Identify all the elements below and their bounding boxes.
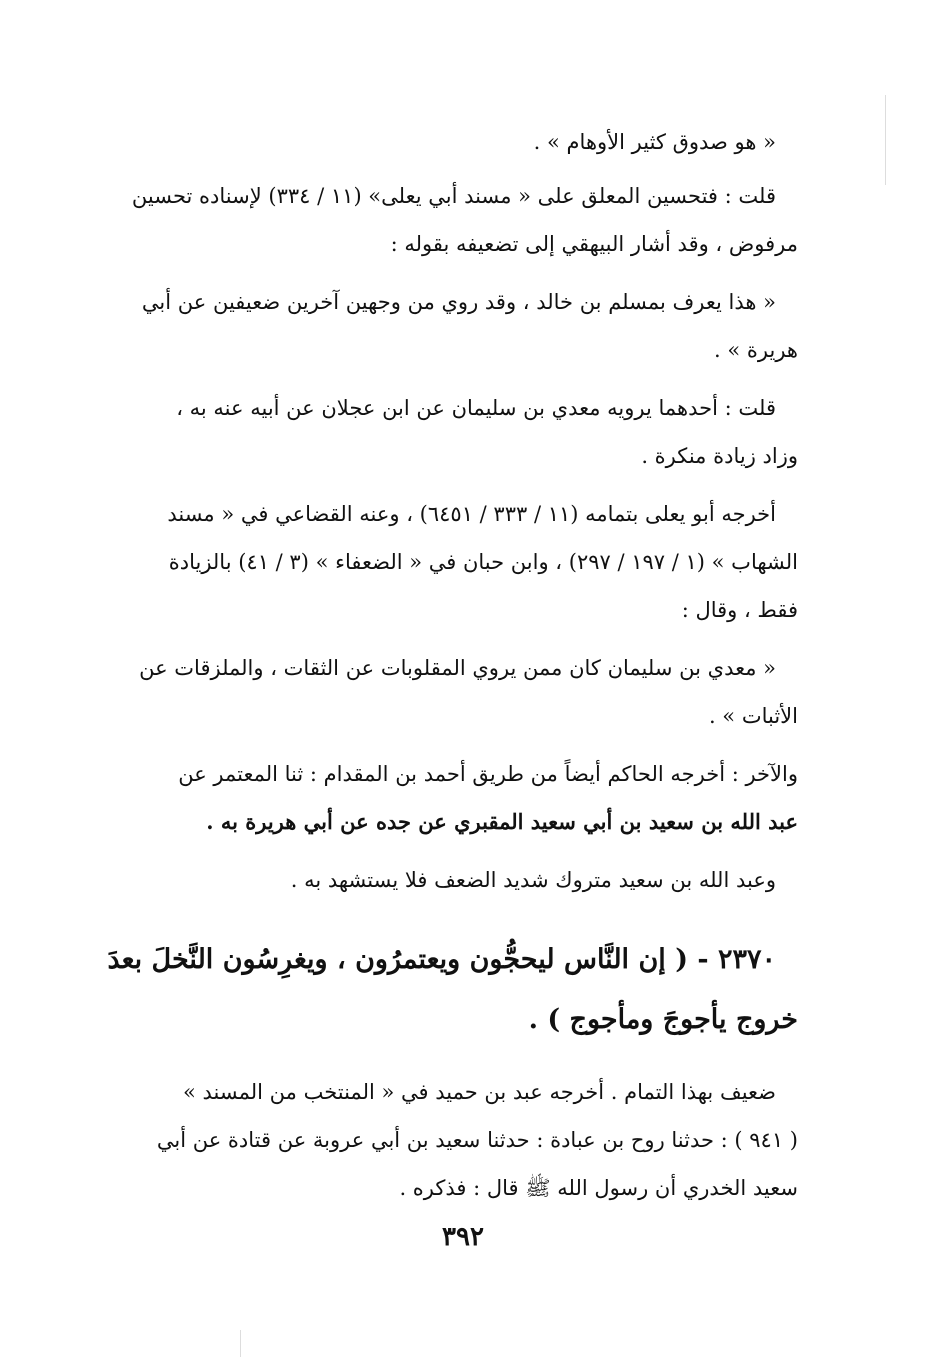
text-line: قلت : فتحسين المعلق على « مسند أبي يعلى» (١١ / ٣٣٤) لإسناده تحسين bbox=[131, 184, 776, 208]
text-line: ضعيف بهذا التمام . أخرجه عبد بن حميد في « المنتخب من المسند » bbox=[183, 1080, 776, 1104]
text-line: هريرة » . bbox=[714, 338, 798, 362]
page-body bbox=[58, 118, 798, 1222]
text-line: فقط ، وقال : bbox=[681, 598, 798, 622]
text-line: والآخر : أخرجه الحاكم أيضاً من طريق أحمد بن المقدام : ثنا المعتمر عن bbox=[178, 762, 798, 786]
scan-edge-mark bbox=[885, 95, 886, 185]
text-line: الشهاب » (١ / ١٩٧ / ٢٩٧) ، وابن حبان في « الضعفاء » (٣ / ٤١) بالزيادة bbox=[168, 550, 798, 574]
text-line: « هو صدوق كثير الأوهام » . bbox=[533, 130, 776, 154]
scan-edge-mark bbox=[240, 1330, 241, 1357]
hadith-line: ٢٣٧٠ - ( إن النَّاس ليحجُّون ويعتمرُون ، ويغرِسُون النَّخلَ بعدَ bbox=[107, 944, 776, 975]
text-line: أخرجه أبو يعلى بتمامه (١١ / ٣٣٣ / ٦٤٥١) ، وعنه القضاعي في « مسند bbox=[167, 502, 776, 526]
quote-paragraph-3 bbox=[58, 644, 798, 740]
text-line: « معدي بن سليمان كان ممن يروي المقلوبات عن الثقات ، والملزقات عن bbox=[139, 656, 776, 680]
text-line: وزاد زيادة منكرة . bbox=[641, 444, 798, 468]
comment-paragraph-1 bbox=[58, 172, 798, 268]
text-line: قلت : أحدهما يرويه معدي بن سليمان عن ابن عجلان عن أبيه عنه به ، bbox=[176, 396, 776, 420]
comment-paragraph-4 bbox=[58, 856, 798, 904]
text-line: وعبد الله بن سعيد متروك شديد الضعف فلا يستشهد به . bbox=[290, 868, 776, 892]
hadith-line: خروج يأجوجَ ومأجوج ) . bbox=[528, 1004, 798, 1035]
text-line: عبد الله بن سعيد بن أبي سعيد المقبري عن جده عن أبي هريرة به . bbox=[206, 809, 798, 834]
takhrij-paragraph-1 bbox=[58, 490, 798, 634]
quote-paragraph-1 bbox=[58, 118, 798, 166]
page-number: ٣٩٢ bbox=[442, 1222, 484, 1252]
text-line: سعيد الخدري أن رسول الله ﷺ قال : فذكره . bbox=[399, 1176, 798, 1200]
grading-paragraph bbox=[58, 1068, 798, 1212]
comment-paragraph-3 bbox=[58, 750, 798, 846]
text-line: ( ٩٤١ ) : حدثنا روح بن عبادة : حدثنا سعيد بن أبي عروبة عن قتادة عن أبي bbox=[156, 1128, 798, 1152]
text-line: الأثبات » . bbox=[708, 704, 798, 728]
comment-paragraph-2 bbox=[58, 384, 798, 480]
text-line: « هذا يعرف بمسلم بن خالد ، وقد روي من وجهين آخرين ضعيفين عن أبي bbox=[141, 290, 776, 314]
quote-paragraph-2 bbox=[58, 278, 798, 374]
text-line: مرفوض ، وقد أشار البيهقي إلى تضعيفه بقوله : bbox=[390, 232, 798, 256]
hadith-heading bbox=[58, 930, 798, 1050]
